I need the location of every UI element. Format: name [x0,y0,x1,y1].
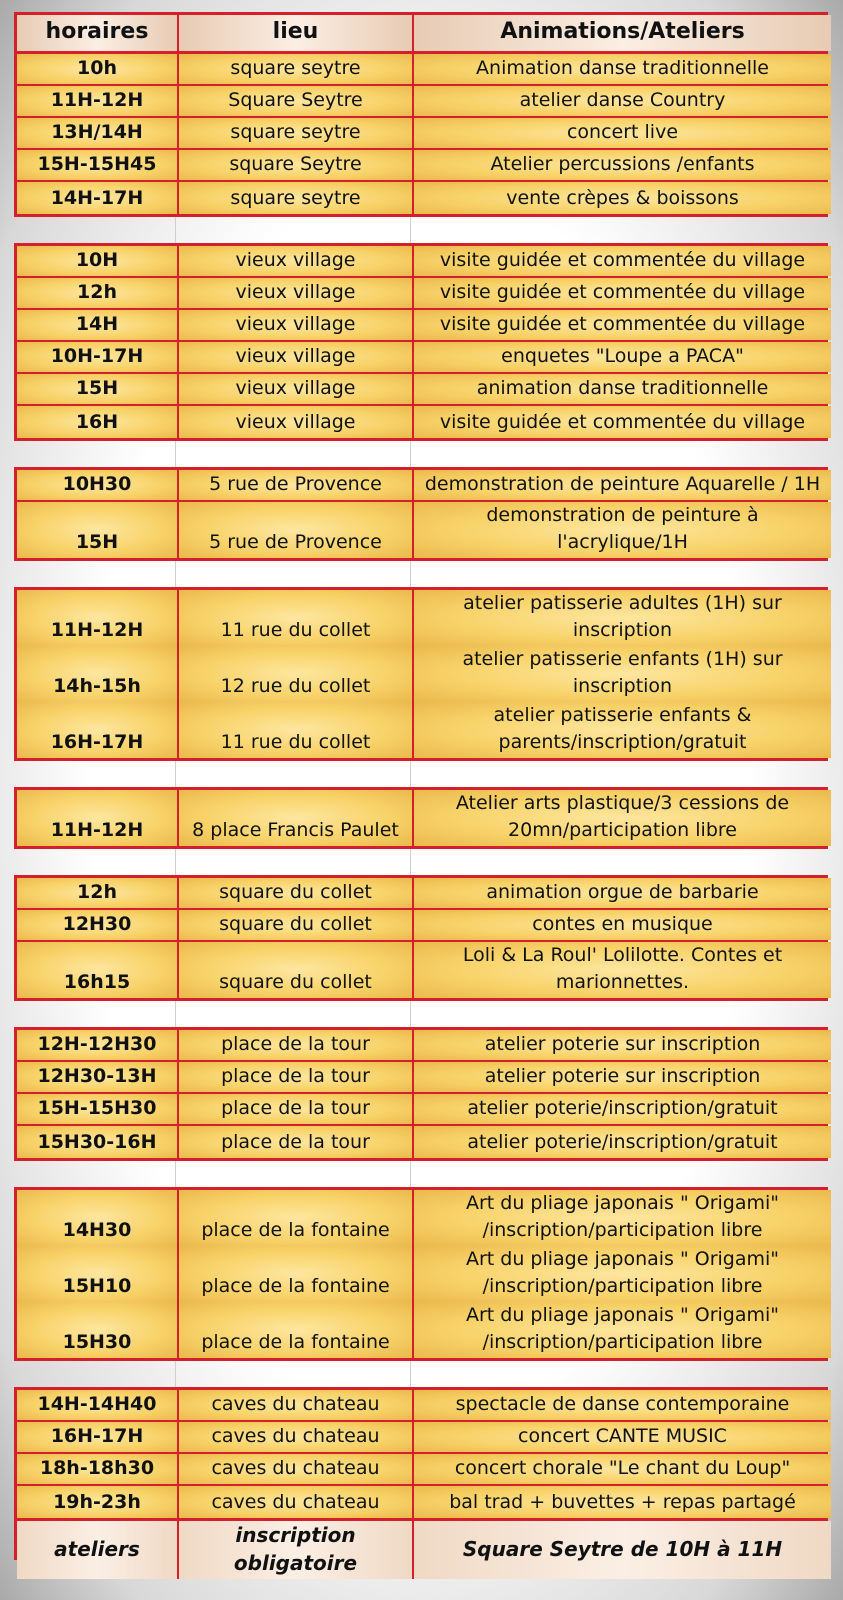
activity-cell: atelier patisserie enfants & parents/inscription/gratuit [414,702,831,758]
spacer-cell [176,849,411,875]
activity-cell: atelier patisserie enfants (1H) sur inscription [414,646,831,702]
spacer-cell [14,217,176,243]
spacer-cell [176,561,411,587]
time-cell: 15H-15H30 [17,1094,179,1124]
table-row [17,502,825,558]
table-row [17,1246,825,1302]
time-cell: 15H-15H45 [17,150,179,180]
table-row [17,1190,825,1246]
time-cell: 15H30-16H [17,1126,179,1158]
activity-cell: atelier poterie sur inscription [414,1030,831,1060]
table-row [17,1030,825,1062]
spacer-cell [14,561,176,587]
activity-cell: spectacle de danse contemporaine [414,1390,831,1420]
table-row [17,1062,825,1094]
spacer-cell [411,1001,828,1027]
time-cell: 14H30 [17,1190,179,1246]
activity-cell: atelier poterie/inscription/gratuit [414,1094,831,1124]
time-cell: 15H30 [17,1302,179,1358]
place-cell: place de la tour [179,1030,414,1060]
spacer-cell [411,561,828,587]
time-cell: 16h15 [17,942,179,998]
spacer-cell [176,441,411,467]
footer-registration: inscription obligatoire [179,1521,414,1579]
place-cell: vieux village [179,246,414,276]
table-row [17,646,825,702]
place-cell: 11 rue du collet [179,590,414,646]
spacer-cell [411,217,828,243]
schedule-groups [14,54,828,1518]
time-cell: 14h-15h [17,646,179,702]
schedule-group [14,587,828,761]
activity-cell: Atelier percussions /enfants [414,150,831,180]
spacer-cell [14,761,176,787]
time-cell: 12H-12H30 [17,1030,179,1060]
table-row [17,54,825,86]
time-cell: 16H-17H [17,1422,179,1452]
table-row [17,310,825,342]
place-cell: place de la fontaine [179,1302,414,1358]
activity-cell: visite guidée et commentée du village [414,278,831,308]
time-cell: 11H-12H [17,590,179,646]
table-row [17,246,825,278]
place-cell: square du collet [179,942,414,998]
activity-cell: atelier poterie/inscription/gratuit [414,1126,831,1158]
table-row [17,1454,825,1486]
place-cell: square du collet [179,878,414,908]
activity-cell: atelier patisserie adultes (1H) sur inscription [414,590,831,646]
place-cell: square du collet [179,910,414,940]
time-cell: 19h-23h [17,1486,179,1518]
activity-cell: atelier poterie sur inscription [414,1062,831,1092]
activity-cell: vente crèpes & boissons [414,182,831,214]
place-cell: 5 rue de Provence [179,470,414,500]
time-cell: 15H [17,502,179,558]
footer-workshops: ateliers [17,1521,179,1579]
spacer-cell [411,1361,828,1387]
time-cell: 12h [17,878,179,908]
header-time: horaires [17,15,179,51]
table-row [17,150,825,182]
activity-cell: visite guidée et commentée du village [414,406,831,438]
schedule-group [14,1187,828,1361]
header-place: lieu [179,15,414,51]
time-cell: 15H [17,374,179,404]
place-cell: square seytre [179,54,414,84]
schedule-group [14,787,828,849]
table-row [17,1126,825,1158]
spacer-cell [14,1361,176,1387]
place-cell: square seytre [179,118,414,148]
group-spacer [14,761,828,787]
table-row [17,910,825,942]
spacer-cell [176,1001,411,1027]
group-spacer [14,561,828,587]
table-row [17,278,825,310]
place-cell: vieux village [179,278,414,308]
table-row [17,1486,825,1518]
table-row [17,342,825,374]
schedule-table [14,12,828,1575]
table-row [17,1422,825,1454]
activity-cell: concert chorale "Le chant du Loup" [414,1454,831,1484]
spacer-cell [176,1161,411,1187]
schedule-group [14,1387,828,1518]
table-row [17,1094,825,1126]
time-cell: 11H-12H [17,86,179,116]
place-cell: place de la tour [179,1062,414,1092]
group-spacer [14,1361,828,1387]
table-row [17,590,825,646]
spacer-cell [176,761,411,787]
table-header [14,12,828,54]
activity-cell: Animation danse traditionnelle [414,54,831,84]
header-row [17,15,825,51]
group-spacer [14,217,828,243]
activity-cell: visite guidée et commentée du village [414,310,831,340]
place-cell: caves du chateau [179,1454,414,1484]
place-cell: place de la tour [179,1094,414,1124]
schedule-group [14,875,828,1001]
spacer-cell [411,441,828,467]
group-spacer [14,1161,828,1187]
place-cell: square seytre [179,182,414,214]
spacer-cell [176,217,411,243]
spacer-cell [14,1161,176,1187]
activity-cell: visite guidée et commentée du village [414,246,831,276]
table-row [17,470,825,502]
place-cell: vieux village [179,342,414,372]
table-footer [14,1518,828,1575]
time-cell: 14H-17H [17,182,179,214]
activity-cell: contes en musique [414,910,831,940]
footer-row [17,1521,825,1575]
place-cell: Square Seytre [179,86,414,116]
time-cell: 16H-17H [17,702,179,758]
schedule-group [14,1027,828,1161]
schedule-group [14,467,828,561]
time-cell: 10h [17,54,179,84]
spacer-cell [411,1161,828,1187]
place-cell: vieux village [179,374,414,404]
group-spacer [14,441,828,467]
spacer-cell [176,1361,411,1387]
activity-cell: concert CANTE MUSIC [414,1422,831,1452]
activity-cell: concert live [414,118,831,148]
place-cell: 12 rue du collet [179,646,414,702]
place-cell: square Seytre [179,150,414,180]
table-row [17,1390,825,1422]
time-cell: 14H-14H40 [17,1390,179,1420]
time-cell: 13H/14H [17,118,179,148]
table-row [17,790,825,846]
place-cell: caves du chateau [179,1390,414,1420]
table-row [17,374,825,406]
activity-cell: Loli & La Roul' Lolilotte. Contes et marionnettes. [414,942,831,998]
table-row [17,942,825,998]
activity-cell: Art du pliage japonais " Origami" /inscription/participation libre [414,1302,831,1358]
place-cell: 5 rue de Provence [179,502,414,558]
spacer-cell [411,849,828,875]
place-cell: 8 place Francis Paulet [179,790,414,846]
time-cell: 15H10 [17,1246,179,1302]
time-cell: 12h [17,278,179,308]
place-cell: caves du chateau [179,1486,414,1518]
table-row [17,406,825,438]
place-cell: place de la fontaine [179,1246,414,1302]
activity-cell: bal trad + buvettes + repas partagé [414,1486,831,1518]
table-row [17,1302,825,1358]
place-cell: place de la tour [179,1126,414,1158]
activity-cell: atelier danse Country [414,86,831,116]
time-cell: 12H30-13H [17,1062,179,1092]
table-row [17,182,825,214]
time-cell: 14H [17,310,179,340]
header-activity: Animations/Ateliers [414,15,831,51]
footer-location-time: Square Seytre de 10H à 11H [414,1521,831,1579]
place-cell: 11 rue du collet [179,702,414,758]
spacer-cell [411,761,828,787]
group-spacer [14,1001,828,1027]
time-cell: 10H [17,246,179,276]
activity-cell: enquetes "Loupe a PACA" [414,342,831,372]
place-cell: vieux village [179,310,414,340]
place-cell: place de la fontaine [179,1190,414,1246]
activity-cell: animation danse traditionnelle [414,374,831,404]
table-row [17,878,825,910]
time-cell: 18h-18h30 [17,1454,179,1484]
activity-cell: demonstration de peinture à l'acrylique/1H [414,502,831,558]
time-cell: 16H [17,406,179,438]
spacer-cell [14,1001,176,1027]
activity-cell: Art du pliage japonais " Origami" /inscription/participation libre [414,1190,831,1246]
schedule-group [14,54,828,217]
activity-cell: Atelier arts plastique/3 cessions de 20mn/participation libre [414,790,831,846]
activity-cell: Art du pliage japonais " Origami" /inscription/participation libre [414,1246,831,1302]
place-cell: vieux village [179,406,414,438]
spacer-cell [14,849,176,875]
spacer-cell [14,441,176,467]
time-cell: 12H30 [17,910,179,940]
activity-cell: animation orgue de barbarie [414,878,831,908]
table-row [17,86,825,118]
activity-cell: demonstration de peinture Aquarelle / 1H [414,470,831,500]
table-row [17,118,825,150]
group-spacer [14,849,828,875]
time-cell: 10H30 [17,470,179,500]
table-row [17,702,825,758]
time-cell: 11H-12H [17,790,179,846]
time-cell: 10H-17H [17,342,179,372]
place-cell: caves du chateau [179,1422,414,1452]
schedule-group [14,243,828,441]
